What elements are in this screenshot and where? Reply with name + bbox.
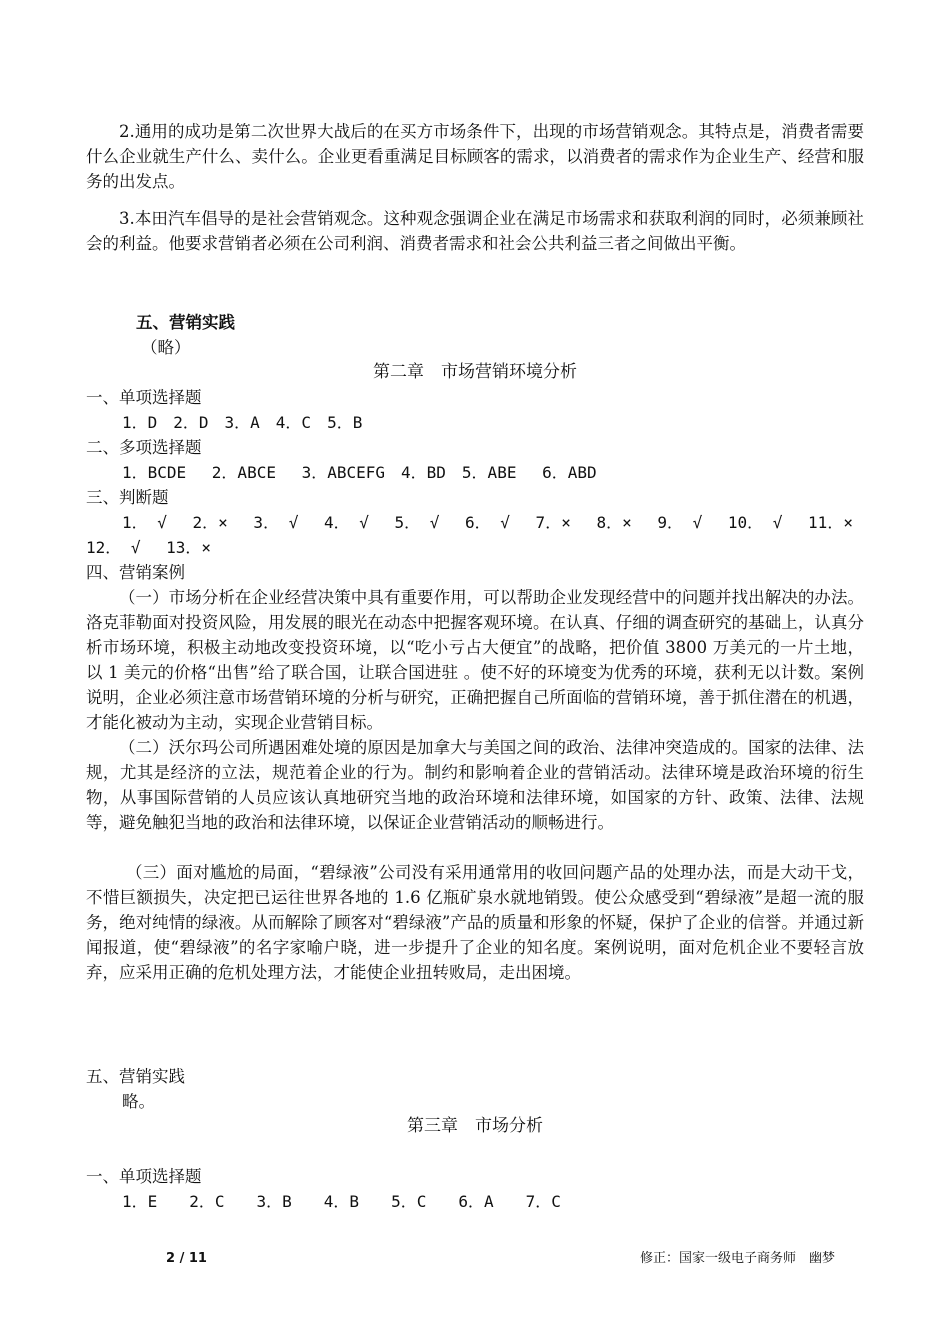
case-paragraph-1: （一）市场分析在企业经营决策中具有重要作用，可以帮助企业发现经营中的问题并找出解决的办法。洛克菲勒面对投资风险，用发展的眼光在动态中把握客观环境。在认真、仔细的调查研究的基础上，认真分析市场环境，积极主动地改变投资环境，以“吃小亏占大便宜”的战略，把价值 3800 万美元的一片土地，以 1 美元的价格“出售”给了联合国，让联合国进驻 。使不好的环境变为优秀的环境，获利无以计数。案例说明，企业必须注意市场营销环境的分析与研究，正确把握自己所面临的营销环境，善于抓住潜在的机遇，才能化被动为主动，实现企业营销目标。 — [86, 588, 864, 732]
answers-true-false-line2: 12． √ 13．× — [86, 538, 212, 557]
chapter-title: 第二章 市场营销环境分析 — [373, 362, 577, 382]
paragraph-social-marketing: 3.本田汽车倡导的是社会营销观念。这种观念强调企业在满足市场需求和获取利润的同时，必须兼顾社会的利益。他要求营销者必须在公司利润、消费者需求和社会公共利益三者之间做出平衡。 — [86, 209, 864, 253]
practice-omitted: （略） — [141, 338, 191, 357]
case-paragraph-3: （三）面对尴尬的局面，“碧绿液”公司没有采用通常用的收回问题产品的处理办法，而是大动干戈，不惜巨额损失，决定把已运往世界各地的 1.6 亿瓶矿泉水就地销毁。使公众感受到“碧绿液”是超一流的服务，绝对纯情的绿液。从而解除了顾客对“碧绿液”产品的质量和形象的怀疑，保护了企业的信誉。并通过新闻报道，使“碧绿液”的名字家喻户晓，进一步提升了企业的知名度。案例说明，面对危机企业不要轻言放弃，应采用正确的危机处理方法，才能使企业扭转败局，走出困境。 — [86, 863, 864, 982]
practice-omitted-ch2: 略。 — [122, 1092, 155, 1111]
section-heading-multiple-choice: 二、多项选择题 — [86, 438, 202, 457]
paragraph-marketing-concept: 2.通用的成功是第二次世界大战后的在买方市场条件下，出现的市场营销观念。其特点是，消费者需要什么企业就生产什么、卖什么。企业更看重满足目标顾客的需求，以消费者的需求作为企业生产、经营和服务的出发点。 — [86, 122, 864, 191]
section-heading-single-choice-ch3: 一、单项选择题 — [86, 1167, 202, 1186]
section-heading-practice: 五、营销实践 — [136, 313, 235, 332]
footer-credit: 修正：国家一级电子商务师 幽梦 — [640, 1251, 836, 1266]
answers-single-choice-ch3: 1．E 2．C 3．B 4．B 5．C 6．A 7．C — [122, 1192, 561, 1211]
case-paragraph-2: （二）沃尔玛公司所遇困难处境的原因是加拿大与美国之间的政治、法律冲突造成的。国家的法律、法规，尤其是经济的立法，规范着企业的行为。制约和影响着企业的营销活动。法律环境是政治环境的衍生物，从事国际营销的人员应该认真地研究当地的政治环境和法律环境，如国家的方针、政策、法律、法规等，避免触犯当地的政治和法律环境，以保证企业营销活动的顺畅进行。 — [86, 738, 864, 832]
section-heading-practice-ch2: 五、营销实践 — [86, 1067, 185, 1086]
section-heading-true-false: 三、判断题 — [86, 488, 169, 507]
answers-single-choice: 1．D 2．D 3．A 4．C 5．B — [122, 413, 363, 432]
chapter-title-3: 第三章 市场分析 — [407, 1116, 543, 1136]
section-heading-single-choice: 一、单项选择题 — [86, 388, 202, 407]
answers-multiple-choice: 1．BCDE 2．ABCE 3．ABCEFG 4．BD 5．ABE 6．ABD — [122, 463, 597, 482]
page-number: 2 / 11 — [166, 1251, 207, 1266]
answers-true-false-line1: 1． √ 2．× 3． √ 4． √ 5． √ 6． √ 7．× 8．× 9． √ 10． √ 11．× — [122, 513, 853, 532]
section-heading-cases: 四、营销案例 — [86, 563, 185, 582]
